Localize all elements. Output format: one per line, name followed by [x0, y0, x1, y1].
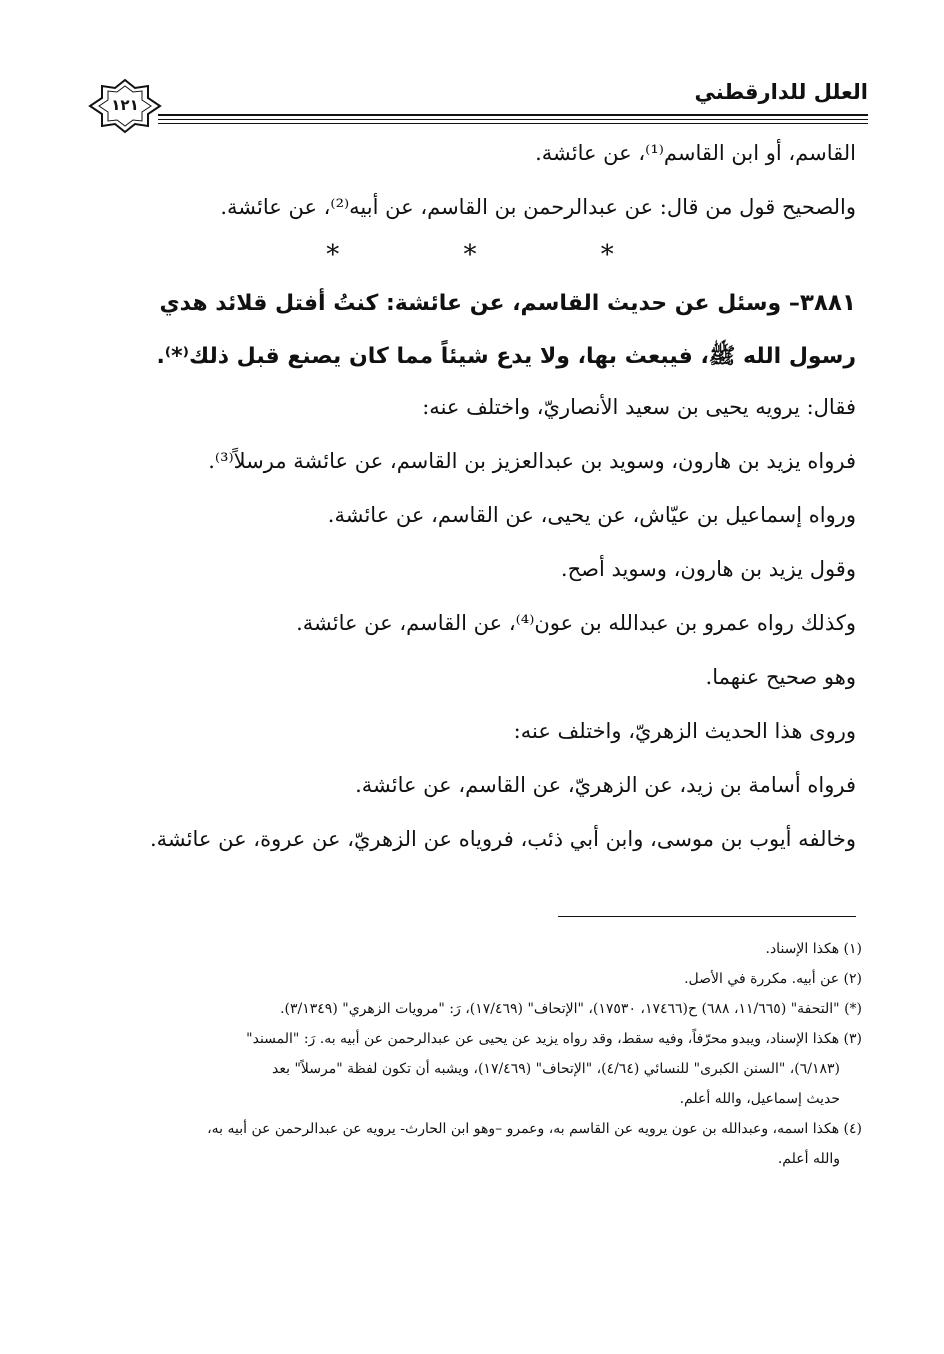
text-line: فرواه يزيد بن هارون، وسويد بن عبدالعزيز بن القاسم، عن عائشة مرسلاً⁽³⁾. — [208, 449, 856, 473]
text-line: وروى هذا الحديث الزهريّ، واختلف عنه: — [513, 719, 856, 743]
footnote: (١) هكذا الإسناد. — [765, 941, 862, 957]
text-line: ورواه إسماعيل بن عيّاش، عن يحيى، عن القاسم، عن عائشة. — [327, 503, 856, 527]
text-line: فقال: يرويه يحيى بن سعيد الأنصاريّ، واختلف عنه: — [422, 395, 856, 419]
text-line: وكذلك رواه عمرو بن عبدالله بن عون⁽⁴⁾، عن القاسم، عن عائشة. — [296, 611, 856, 635]
footnote: (*) "التحفة" (١١/٦٦٥، ٦٨٨) ح(١٧٤٦٦، ١٧٥٣٠)، "الإتحاف" (١٧/٤٦٩)، رَ: "مرويات الزهري" (٣/١٣٤٩). — [280, 1001, 862, 1017]
text-line: فرواه أسامة بن زيد، عن الزهريّ، عن القاسم، عن عائشة. — [355, 773, 856, 797]
page-header — [88, 74, 868, 134]
footnote: (٤) هكذا اسمه، وعبدالله بن عون يرويه عن القاسم به، وعمرو –وهو ابن الحارث- يرويه عن عبدالرحمن عن أبيه به، — [207, 1121, 862, 1137]
footnote: (٢) عن أبيه. مكررة في الأصل. — [684, 971, 862, 987]
text-line: وهو صحيح عنهما. — [705, 665, 856, 689]
main-text — [84, 140, 856, 880]
text-line: القاسم، أو ابن القاسم⁽¹⁾، عن عائشة. — [535, 141, 856, 165]
footnotes — [84, 934, 862, 1174]
entry-heading-text: – وسئل عن حديث القاسم، عن عائشة: كنتُ أفتل قلائد هدي — [159, 291, 800, 316]
footnote-cont: (٦/١٨٣)، "السنن الكبرى" للنسائي (٤/٦٤)، "الإتحاف" (١٧/٤٦٩)، ويشبه أن تكون لفظة "مرسلاً" بعد — [272, 1061, 840, 1077]
text-line: والصحيح قول من قال: عن عبدالرحمن بن القاسم، عن أبيه⁽²⁾، عن عائشة. — [220, 195, 856, 219]
footnote-cont: حديث إسماعيل، والله أعلم. — [679, 1091, 840, 1107]
header-rule — [158, 119, 868, 120]
entry-heading — [84, 288, 856, 319]
text-line: وقول يزيد بن هارون، وسويد أصح. — [560, 557, 856, 581]
footnote: (٣) هكذا الإسناد، ويبدو محرّفاً، وفيه سقط، وقد رواه يزيد عن يحيى عن عبدالرحمن عن أبيه به. رَ: "المسند" — [246, 1031, 862, 1047]
page-number: ١٢١ — [111, 96, 139, 114]
entry-number: ٣٨٨١ — [799, 290, 856, 316]
section-separator: * * * — [326, 240, 672, 270]
footnote-cont: والله أعلم. — [777, 1151, 840, 1167]
header-rule — [158, 114, 868, 116]
text-line: وخالفه أيوب بن موسى، وابن أبي ذئب، فروياه عن الزهريّ، عن عروة، عن عائشة. — [149, 827, 856, 851]
footnote-separator — [558, 916, 856, 917]
running-title: العلل للدارقطني — [694, 80, 868, 104]
entry-heading-cont: رسول الله ﷺ، فيبعث بها، ولا يدع شيئاً مما كان يصنع قبل ذلك⁽*⁾. — [156, 344, 856, 369]
header-rule — [158, 123, 868, 124]
page-number-badge — [88, 78, 162, 134]
